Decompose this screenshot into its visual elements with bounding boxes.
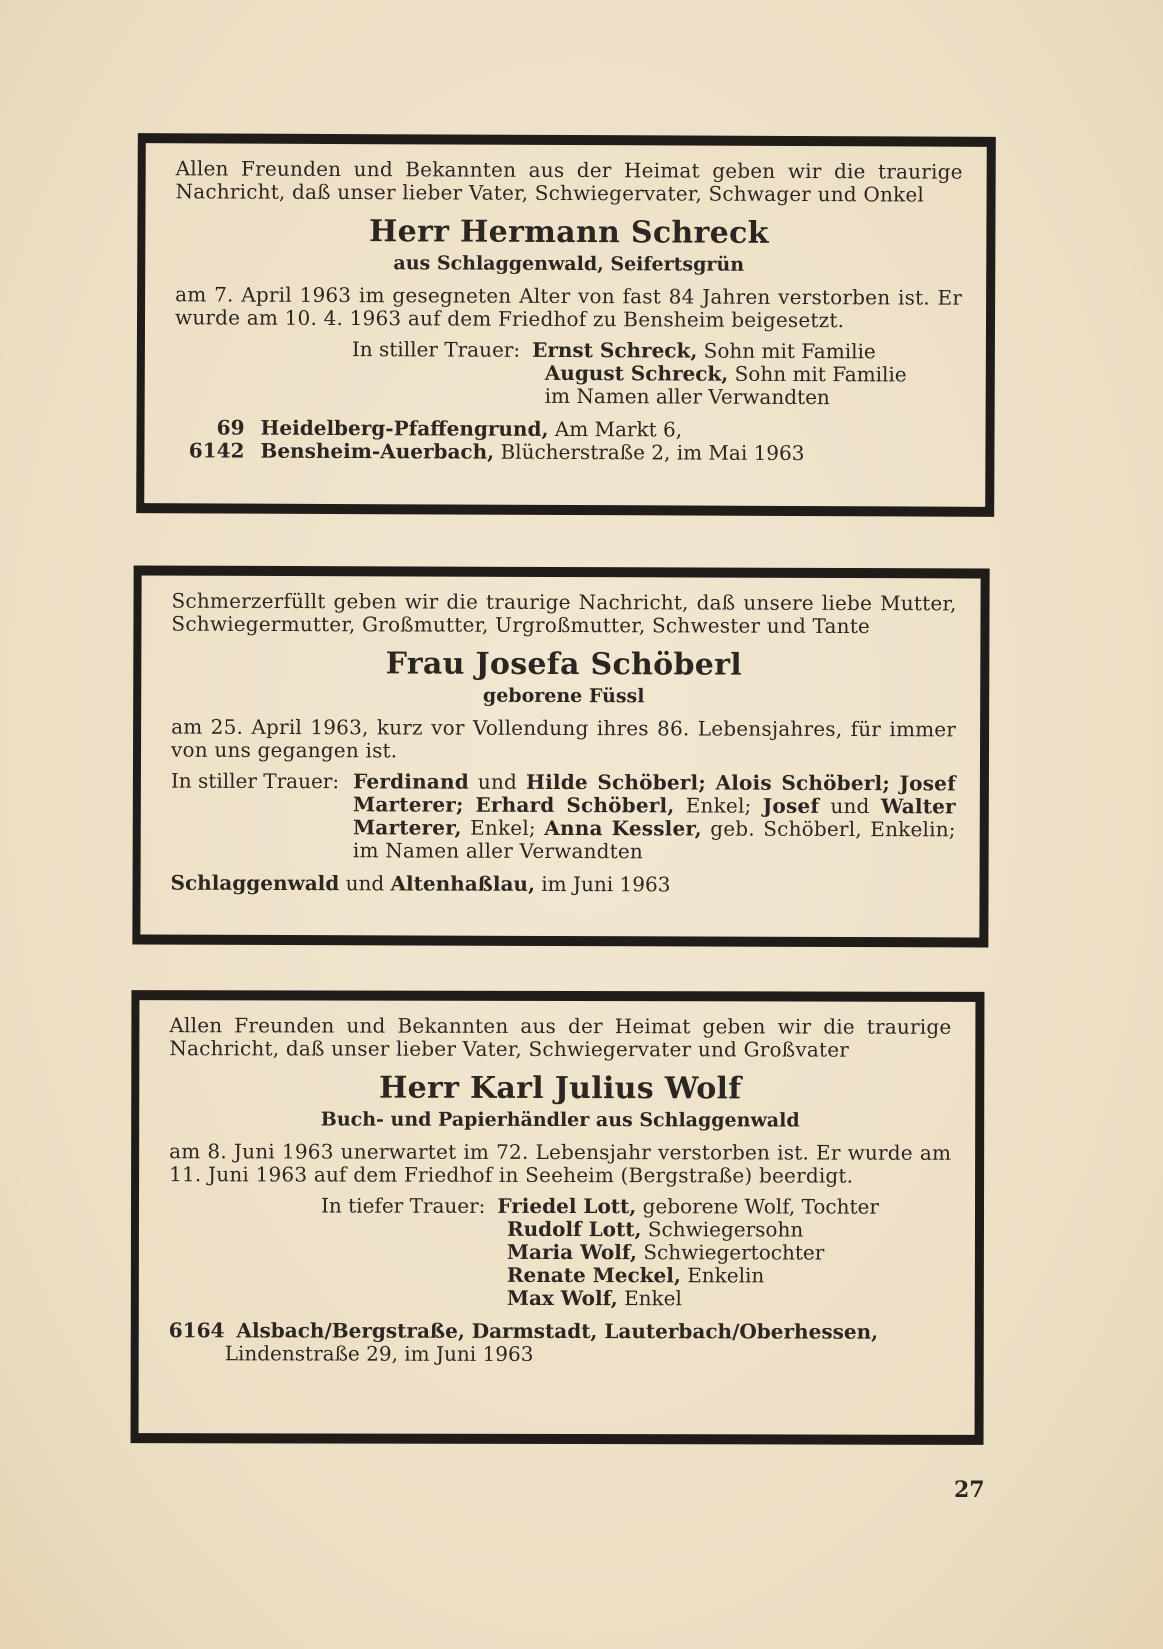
address-places: Alsbach/Bergstraße, Darmstadt, Lauterbach/Oberhessen,: [236, 1318, 879, 1344]
place-name: Altenhaßlau,: [390, 871, 535, 896]
date-text: im Juni 1963: [534, 871, 671, 897]
address-street: Blücherstraße 2, im Mai 1963: [494, 439, 805, 466]
mourner-entry: [507, 1241, 951, 1265]
mourner-entry: [507, 1264, 951, 1288]
mourner-entry: [497, 1195, 951, 1219]
obituary-notice-schreck: [136, 133, 996, 517]
mourner-name: Friedel Lott,: [497, 1193, 637, 1219]
mourner-name: Maria Wolf,: [506, 1239, 638, 1265]
place-date-line: [171, 872, 956, 898]
notice-body: am 25. April 1963, kurz vor Vollendung ihres 86. Lebensjahres, für immer von uns gegangen ist.: [170, 714, 957, 763]
address-street: Lindenstraße 29, im Juni 1963: [224, 1341, 534, 1366]
mourner-entry: [545, 362, 962, 387]
notice-body: am 7. April 1963 im gesegneten Alter von fast 84 Jahren verstorben ist. Er wurde am 10. 4. 1963 auf dem Friedhof zu Bensheim beigesetzt.: [174, 282, 963, 333]
address-block: [169, 1319, 951, 1367]
mourner-relation: Schwiegersohn: [641, 1217, 804, 1242]
mourner-name: August Schreck,: [544, 360, 729, 386]
mourner-name: Walter Marterer,: [352, 794, 956, 840]
mourner-name: Anna Kessler,: [544, 815, 702, 841]
deceased-origin: aus Schlaggenwald, Seifertsgrün: [393, 252, 745, 276]
mourner-relation: im Namen aller Verwandten: [544, 383, 830, 410]
mourner-name: Renate Meckel,: [506, 1262, 681, 1288]
mourner-name: Max Wolf,: [506, 1285, 618, 1311]
mourner-name: Josef: [762, 793, 820, 818]
mourner-name: Ernst Schreck,: [532, 337, 698, 363]
notice-body: am 8. Juni 1963 unerwartet im 72. Lebensjahr verstorben ist. Er wurde am 11. Juni 1963 auf dem Friedhof in Seeheim (Bergstraße) beerdigt.: [169, 1139, 952, 1188]
mourning-label: In stiller Trauer:: [351, 337, 521, 362]
mourner-relation: und: [468, 769, 527, 794]
mourner-entry: [545, 385, 962, 410]
address-place: Bensheim-Auerbach,: [260, 438, 495, 464]
address-line: [169, 1319, 951, 1344]
address-street: Am Markt 6,: [548, 416, 683, 442]
deceased-name: Herr Hermann Schreck: [368, 214, 769, 251]
page-number: 27: [954, 1477, 985, 1503]
mourner-name: Hilde Schöberl; Alois Schöberl; Josef Marterer; Erhard Schöberl,: [353, 769, 956, 818]
mourners-block: [171, 770, 956, 865]
notice-intro: Allen Freunden und Bekannten aus der Heimat geben wir die traurige Nachricht, daß unser lieber Vater, Schwiegervater und Großvater: [169, 1013, 952, 1062]
mourner-entry: [532, 339, 962, 364]
mourner-row: [352, 338, 962, 364]
address-block: [174, 416, 961, 465]
mourning-label: In stiller Trauer:: [170, 768, 340, 794]
mourner-relation: Enkel: [617, 1286, 682, 1311]
address-place: Heidelberg-Pfaffengrund,: [260, 415, 549, 441]
obituary-notice-schoeberl: [132, 566, 989, 948]
mourner-list: [353, 770, 956, 864]
mourner-relation: Enkel;: [674, 793, 763, 818]
mourner-relation: und: [819, 793, 881, 819]
mourners-block: [321, 1195, 951, 1311]
mourner-name: Ferdinand: [353, 769, 469, 794]
address-line: [174, 439, 961, 465]
mourner-row: [321, 1195, 951, 1219]
mourner-row: [171, 770, 956, 865]
connector-text: und: [339, 871, 391, 896]
mourner-relation: Enkelin: [680, 1263, 765, 1288]
postal-code: 69: [216, 415, 245, 440]
address-line: [225, 1342, 951, 1367]
mourner-relation: geb. Schöberl, Enkelin; im Namen aller Verwandten: [352, 816, 956, 864]
place-name: Schlaggenwald: [170, 870, 340, 896]
mourners-block: [352, 338, 962, 410]
obituary-notice-wolf: [131, 990, 985, 1445]
deceased-name: Frau Josefa Schöberl: [385, 646, 743, 683]
deceased-maiden-name: geborene Füssl: [482, 684, 645, 708]
mourner-entry: [507, 1218, 951, 1242]
mourner-name: Rudolf Lott,: [506, 1216, 642, 1242]
notice-intro: Schmerzerfüllt geben wir die traurige Nachricht, daß unsere liebe Mutter, Schwiegermutter, Großmutter, Urgroßmutter, Schwester und Tante: [171, 588, 957, 639]
mourner-relation: geborene Wolf, Tochter: [636, 1194, 879, 1219]
postal-code: 6142: [188, 438, 245, 463]
mourner-relation: Enkel;: [461, 815, 545, 840]
mourner-entry: [507, 1287, 951, 1311]
notice-intro: Allen Freunden und Bekannten aus der Heimat geben wir die traurige Nachricht, daß unser lieber Vater, Schwiegervater, Schwager und Onkel: [175, 156, 963, 207]
deceased-occupation: Buch- und Papierhändler aus Schlaggenwald: [320, 1108, 800, 1132]
mourner-relation: Schwiegertochter: [636, 1240, 825, 1265]
mourning-label: In tiefer Trauer:: [320, 1193, 486, 1218]
mourner-relation: Sohn mit Familie: [728, 361, 907, 387]
mourner-relation: Sohn mit Familie: [697, 338, 876, 364]
postal-code: 6164: [168, 1318, 225, 1343]
deceased-name: Herr Karl Julius Wolf: [378, 1070, 742, 1107]
